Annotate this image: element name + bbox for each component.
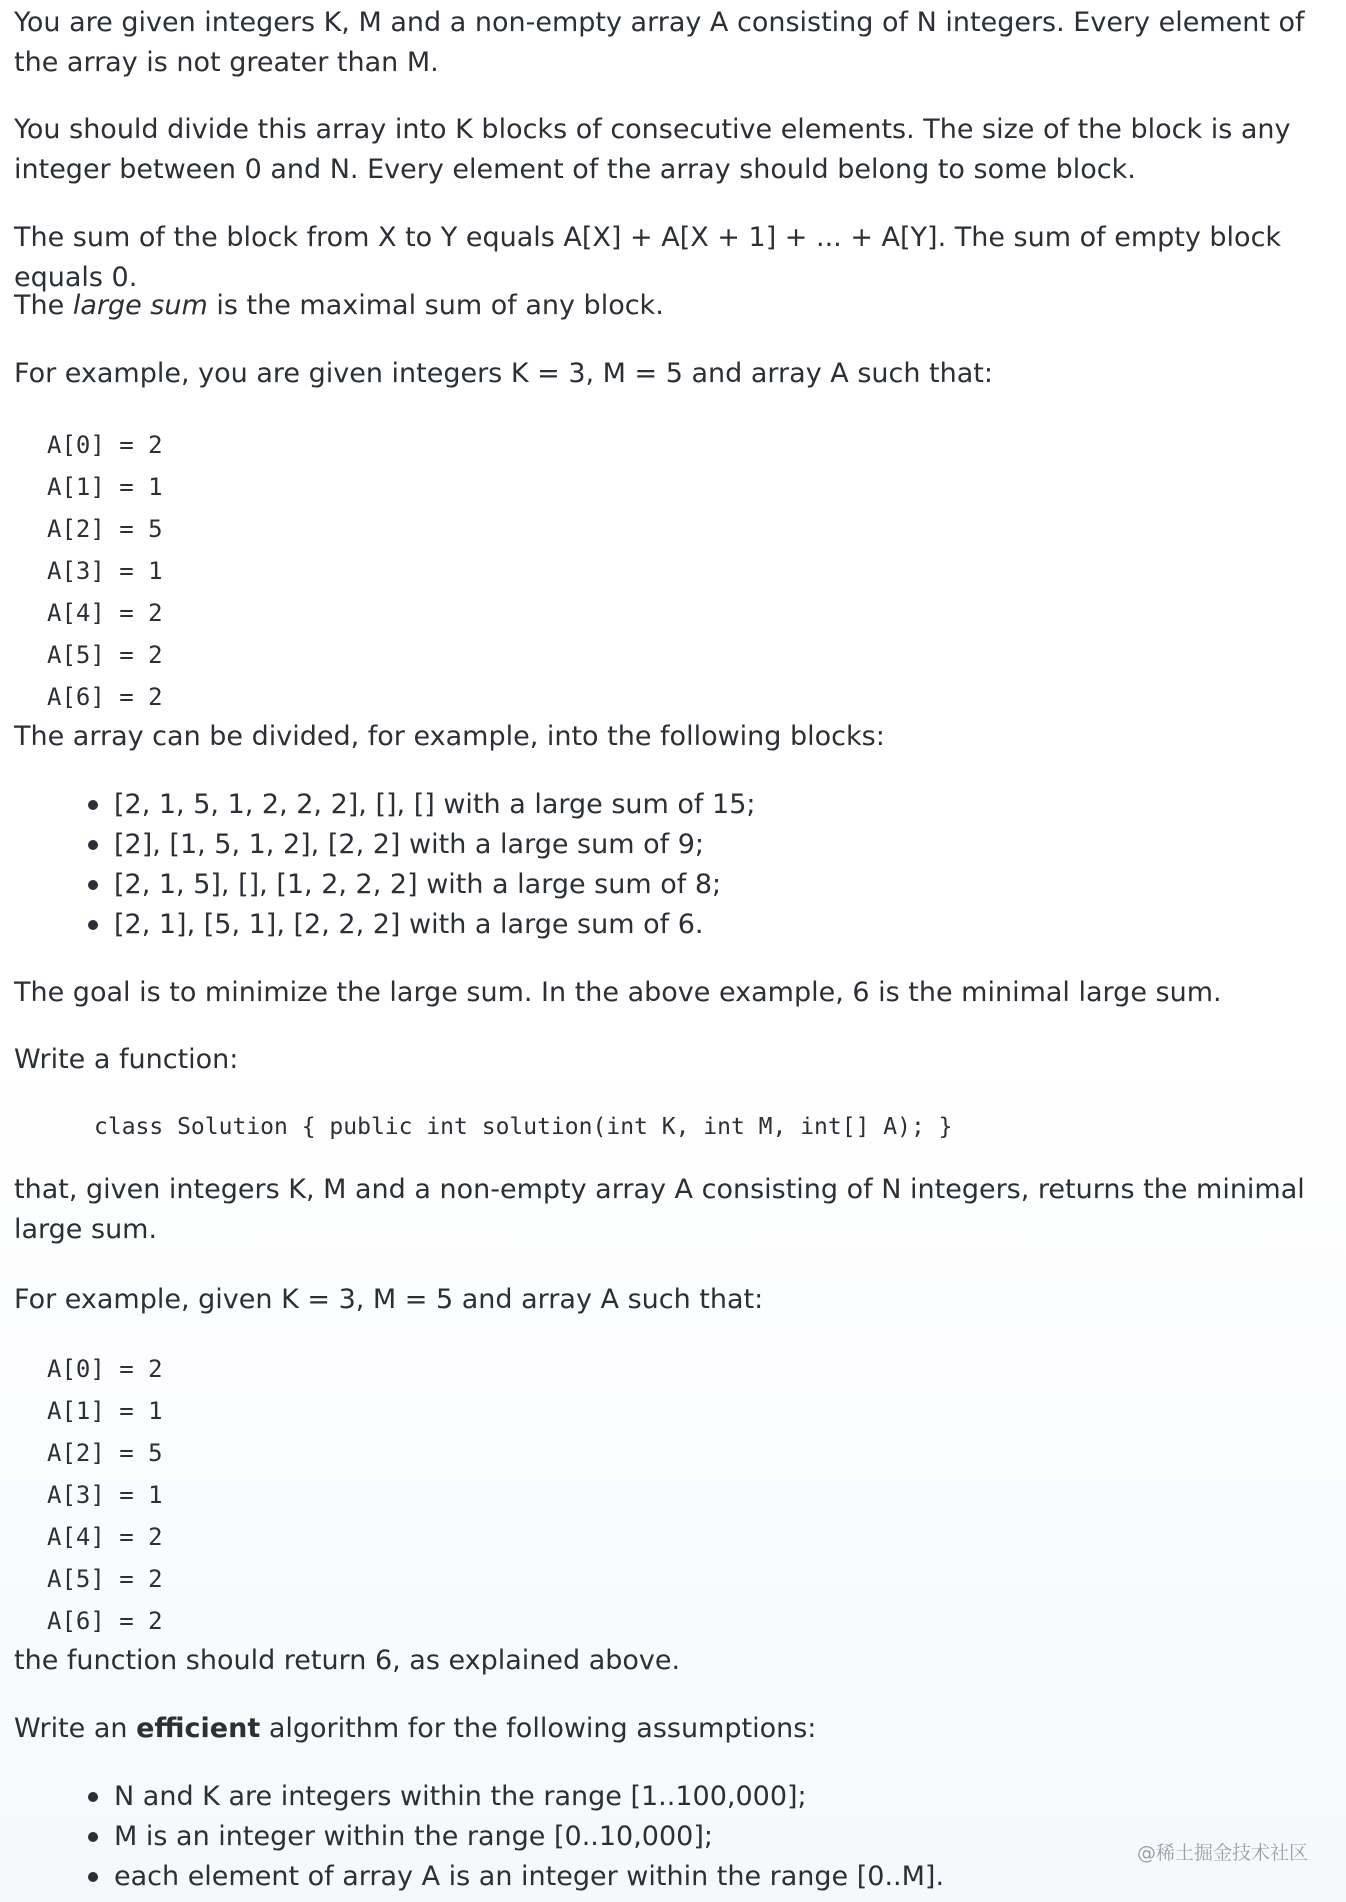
bullet-icon — [88, 920, 98, 930]
intro-paragraph-1: You are given integers K, M and a non-empty array A consisting of N integers. Every element of the array is not greater than M. — [14, 7, 1305, 78]
list-item-text: M is an integer within the range [0..10,000]; — [114, 1821, 713, 1852]
bullet-icon — [88, 1872, 98, 1882]
array-entry: A[3] = 1 — [47, 557, 163, 585]
efficiency-paragraph — [14, 1709, 1334, 1749]
list-item-text: N and K are integers within the range [1..100,000]; — [114, 1781, 807, 1812]
bullet-icon — [88, 840, 98, 850]
list-item — [14, 1857, 944, 1897]
large-sum-suffix: is the maximal sum of any block. — [207, 290, 664, 321]
efficiency-suffix: algorithm for the following assumptions: — [260, 1713, 817, 1744]
array-listing-2 — [47, 1348, 163, 1642]
large-sum-definition — [14, 286, 1334, 326]
function-description: that, given integers K, M and a non-empty array A consisting of N integers, returns the minimal large sum. — [14, 1174, 1305, 1245]
watermark: @稀土掘金技术社区 — [1136, 1842, 1308, 1864]
bullet-icon — [88, 880, 98, 890]
list-item-text: each element of array A is an integer within the range [0..M]. — [114, 1861, 945, 1892]
array-entry: A[6] = 2 — [47, 683, 163, 711]
list-item — [14, 1817, 944, 1857]
array-entry: A[3] = 1 — [47, 1481, 163, 1509]
function-signature: class Solution { public int solution(int K, int M, int[] A); } — [94, 1114, 953, 1140]
array-entry: A[6] = 2 — [47, 1607, 163, 1635]
list-item — [14, 1777, 944, 1817]
array-entry: A[5] = 2 — [47, 641, 163, 669]
bullet-icon — [88, 800, 98, 810]
array-entry: A[4] = 2 — [47, 1523, 163, 1551]
array-entry: A[5] = 2 — [47, 1565, 163, 1593]
division-examples-list — [14, 785, 755, 945]
list-item — [14, 905, 755, 945]
array-listing-1 — [47, 424, 163, 718]
list-item-text: [2, 1, 5], [], [1, 2, 2, 2] with a large sum of 8; — [114, 869, 722, 900]
list-item — [14, 825, 755, 865]
bullet-icon — [88, 1792, 98, 1802]
array-entry: A[4] = 2 — [47, 599, 163, 627]
list-item — [14, 785, 755, 825]
array-entry: A[2] = 5 — [47, 1439, 163, 1467]
array-entry: A[1] = 1 — [47, 473, 163, 501]
division-intro: The array can be divided, for example, into the following blocks: — [14, 721, 885, 752]
block-sum-definition: The sum of the block from X to Y equals A[X] + A[X + 1] + ... + A[Y]. The sum of empty block equals 0. — [14, 222, 1282, 293]
large-sum-term: large sum — [72, 290, 208, 321]
write-function-label: Write a function: — [14, 1044, 239, 1075]
example-2-intro: For example, given K = 3, M = 5 and array A such that: — [14, 1284, 764, 1315]
large-sum-prefix: The — [14, 290, 73, 321]
intro-paragraph-2: You should divide this array into K blocks of consecutive elements. The size of the block is any integer between 0 and N. Every element of the array should belong to some block. — [14, 114, 1291, 185]
example-intro: For example, you are given integers K = 3, M = 5 and array A such that: — [14, 358, 993, 389]
assumptions-list — [14, 1777, 944, 1897]
array-entry: A[1] = 1 — [47, 1397, 163, 1425]
bullet-icon — [88, 1832, 98, 1842]
list-item-text: [2], [1, 5, 1, 2], [2, 2] with a large sum of 9; — [114, 829, 704, 860]
goal-paragraph: The goal is to minimize the large sum. In the above example, 6 is the minimal large sum. — [14, 977, 1222, 1008]
array-entry: A[0] = 2 — [47, 1355, 163, 1383]
array-entry: A[2] = 5 — [47, 515, 163, 543]
efficiency-bold: efficient — [136, 1713, 261, 1744]
list-item — [14, 865, 755, 905]
list-item-text: [2, 1, 5, 1, 2, 2, 2], [], [] with a large sum of 15; — [114, 789, 756, 820]
list-item-text: [2, 1], [5, 1], [2, 2, 2] with a large sum of 6. — [114, 909, 704, 940]
efficiency-prefix: Write an — [14, 1713, 137, 1744]
array-entry: A[0] = 2 — [47, 431, 163, 459]
return-paragraph: the function should return 6, as explained above. — [14, 1645, 681, 1676]
